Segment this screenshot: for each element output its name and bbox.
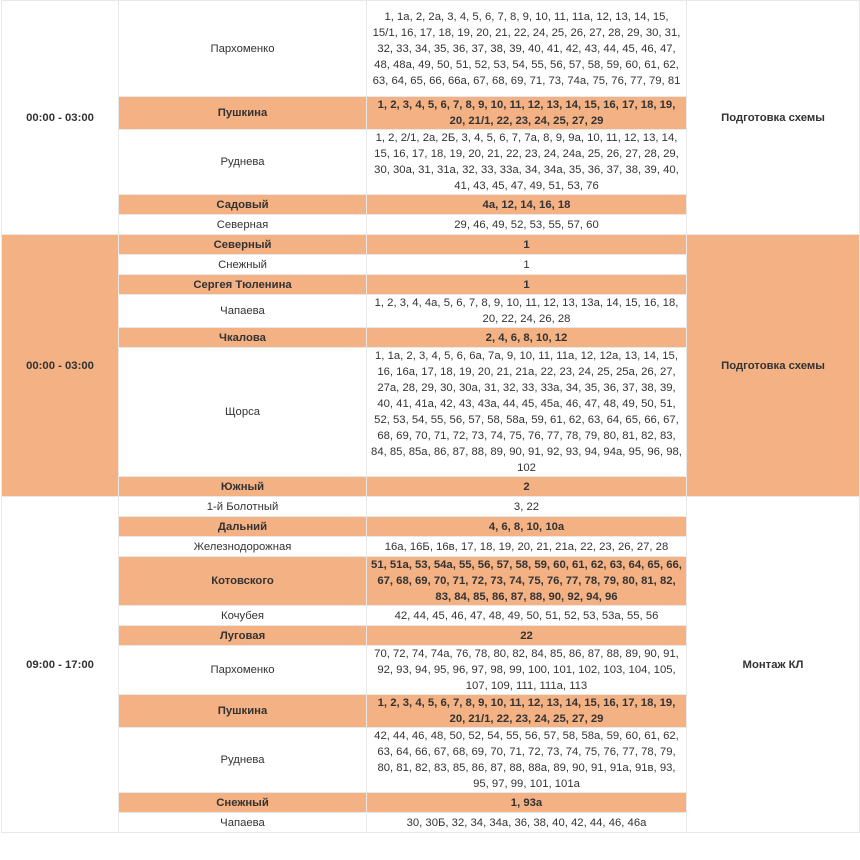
house-numbers-cell: 1, 2, 3, 4, 5, 6, 7, 8, 9, 10, 11, 12, 13, 14, 15, 16, 17, 18, 19, 20, 21/1, 22, 23, 24, 25, 27, 29 [367, 97, 687, 130]
street-cell: Сергея Тюленина [119, 275, 367, 295]
house-numbers-cell: 30, 30Б, 32, 34, 34а, 36, 38, 40, 42, 44, 46, 46а [367, 813, 687, 833]
work-type-cell: Монтаж КЛ [687, 497, 860, 833]
street-cell: Железнодорожная [119, 537, 367, 557]
street-cell: Щорса [119, 348, 367, 477]
street-cell: Руднева [119, 130, 367, 195]
street-cell: Снежный [119, 255, 367, 275]
house-numbers-cell: 70, 72, 74, 74а, 76, 78, 80, 82, 84, 85, 86, 87, 88, 89, 90, 91, 92, 93, 94, 95, 96, 97, 98, 99, 100, 101, 102, 103, 104, 105, 107, 109, 111, 111а, 113 [367, 646, 687, 695]
street-cell: Руднева [119, 728, 367, 793]
street-cell: Котовского [119, 557, 367, 606]
street-cell: Садовый [119, 195, 367, 215]
street-cell: Северный [119, 235, 367, 255]
house-numbers-cell: 2, 4, 6, 8, 10, 12 [367, 328, 687, 348]
house-numbers-cell: 4а, 12, 14, 16, 18 [367, 195, 687, 215]
street-cell: Чапаева [119, 295, 367, 328]
street-cell: Чапаева [119, 813, 367, 833]
street-cell: Луговая [119, 626, 367, 646]
house-numbers-cell: 1, 1а, 2, 3, 4, 5, 6, 6а, 7а, 9, 10, 11, 11а, 12, 12а, 13, 14, 15, 16, 16а, 17, 18, 19, 20, 21, 21а, 22, 23, 24, 25, 25а, 26, 27, 27а, 28, 29, 30, 30а, 31, 32, 33, 33а, 34, 35, 36, 37, 38, 39, 40, 41, 41а, 42, 43, 43а, 44, 45, 45а, 46, 47, 48, 49, 50, 51, 52, 53, 54, 55, 56, 57, 58, 58а, 59, 61, 62, 63, 64, 65, 66, 67, 68, 69, 70, 71, 72, 73, 74, 75, 76, 77, 78, 79, 80, 81, 82, 83, 84, 85, 85а, 86, 87, 88, 89, 90, 91, 92, 93, 94, 94а, 95, 96, 98, 102 [367, 348, 687, 477]
house-numbers-cell: 42, 44, 46, 48, 50, 52, 54, 55, 56, 57, 58, 58а, 59, 60, 61, 62, 63, 64, 66, 67, 68, 69, 70, 71, 72, 73, 74, 75, 76, 77, 78, 79, 80, 81, 82, 83, 85, 86, 87, 88, 88а, 89, 90, 91, 91а, 91в, 93, 95, 97, 99, 101, 101а [367, 728, 687, 793]
house-numbers-cell: 1, 93а [367, 793, 687, 813]
time-range-cell: 00:00 - 03:00 [2, 235, 119, 497]
street-cell: Кочубея [119, 606, 367, 626]
work-type-cell: Подготовка схемы [687, 1, 860, 235]
street-cell: Южный [119, 477, 367, 497]
house-numbers-cell: 16а, 16Б, 16в, 17, 18, 19, 20, 21, 21а, 22, 23, 26, 27, 28 [367, 537, 687, 557]
table-row [2, 1, 860, 97]
street-cell: Пушкина [119, 695, 367, 728]
house-numbers-cell: 1 [367, 275, 687, 295]
house-numbers-cell: 1, 2, 2/1, 2а, 2Б, 3, 4, 5, 6, 7, 7а, 8, 9, 9а, 10, 11, 12, 13, 14, 15, 16, 17, 18, 19, 20, 21, 22, 23, 24, 24а, 25, 26, 27, 28, 29, 30, 30а, 31, 31а, 32, 33, 33а, 34, 34а, 35, 36, 37, 38, 39, 40, 41, 43, 45, 47, 49, 51, 53, 76 [367, 130, 687, 195]
house-numbers-cell: 22 [367, 626, 687, 646]
house-numbers-cell: 1 [367, 255, 687, 275]
table-row [2, 235, 860, 255]
street-cell: Чкалова [119, 328, 367, 348]
house-numbers-cell: 42, 44, 45, 46, 47, 48, 49, 50, 51, 52, 53, 53а, 55, 56 [367, 606, 687, 626]
house-numbers-cell: 51, 51а, 53, 54а, 55, 56, 57, 58, 59, 60, 61, 62, 63, 64, 65, 66, 67, 68, 69, 70, 71, 72, 73, 74, 75, 76, 77, 78, 79, 80, 81, 82, 83, 84, 85, 86, 87, 88, 90, 92, 94, 96 [367, 557, 687, 606]
table-row [2, 497, 860, 517]
house-numbers-cell: 1 [367, 235, 687, 255]
street-cell: Пархоменко [119, 646, 367, 695]
bottom-fade [0, 848, 860, 860]
house-numbers-cell: 1, 2, 3, 4, 5, 6, 7, 8, 9, 10, 11, 12, 13, 14, 15, 16, 17, 18, 19, 20, 21/1, 22, 23, 24, 25, 27, 29 [367, 695, 687, 728]
street-cell: Северная [119, 215, 367, 235]
street-cell: Снежный [119, 793, 367, 813]
house-numbers-cell: 2 [367, 477, 687, 497]
street-cell: Дальний [119, 517, 367, 537]
street-cell: 1-й Болотный [119, 497, 367, 517]
house-numbers-cell: 3, 22 [367, 497, 687, 517]
time-range-cell: 09:00 - 17:00 [2, 497, 119, 833]
outage-schedule-table [1, 0, 860, 833]
work-type-cell: Подготовка схемы [687, 235, 860, 497]
schedule-body [2, 1, 860, 833]
street-cell: Пушкина [119, 97, 367, 130]
house-numbers-cell: 1, 1а, 2, 2а, 3, 4, 5, 6, 7, 8, 9, 10, 11, 11а, 12, 13, 14, 15, 15/1, 16, 17, 18, 19, 20, 21, 22, 24, 25, 26, 27, 28, 29, 30, 31, 32, 33, 34, 35, 36, 37, 38, 39, 40, 41, 42, 43, 44, 45, 46, 47, 48, 48а, 49, 50, 51, 52, 53, 54, 55, 56, 57, 58, 59, 60, 61, 62, 63, 64, 65, 66, 66а, 67, 68, 69, 71, 73, 74а, 75, 76, 77, 79, 81 [367, 1, 687, 97]
street-cell: Пархоменко [119, 1, 367, 97]
house-numbers-cell: 29, 46, 49, 52, 53, 55, 57, 60 [367, 215, 687, 235]
house-numbers-cell: 4, 6, 8, 10, 10а [367, 517, 687, 537]
time-range-cell: 00:00 - 03:00 [2, 1, 119, 235]
house-numbers-cell: 1, 2, 3, 4, 4а, 5, 6, 7, 8, 9, 10, 11, 12, 13, 13а, 14, 15, 16, 18, 20, 22, 24, 26, 28 [367, 295, 687, 328]
